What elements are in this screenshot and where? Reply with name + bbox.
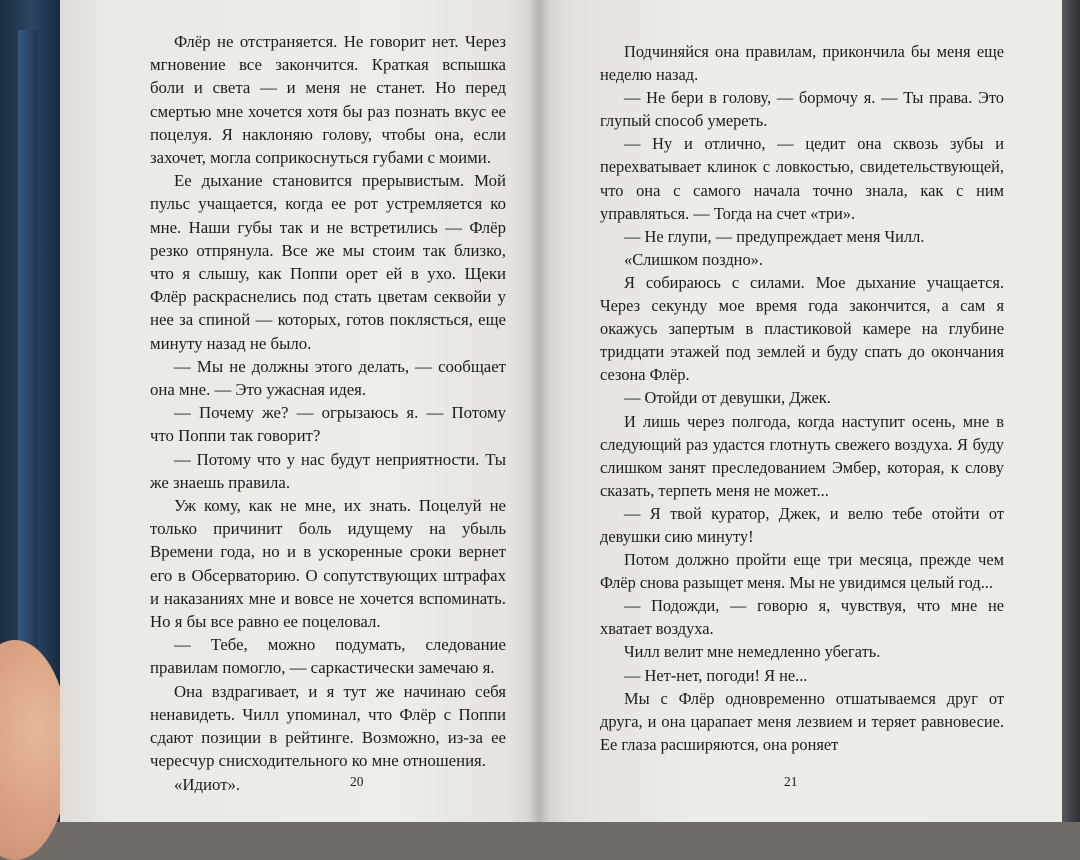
book-gutter (528, 0, 550, 822)
right-paragraph: — Я твой куратор, Джек, и велю тебе отойти от девушки сию минуту! (600, 503, 1004, 546)
right-paragraph: — Не бери в голову, — бормочу я. — Ты права. Это глупый способ умереть. (600, 88, 1004, 131)
left-paragraph: — Мы не должны этого делать, — сообщает она мне. — Это ужасная идея. (150, 356, 506, 400)
left-paragraph: — Почему же? — огрызаюсь я. — Потому что Поппи так говорит? (150, 403, 506, 446)
book-cover-right (1062, 0, 1080, 822)
right-paragraph: И лишь через полгода, когда наступит осень, мне в следующий раз удастся глотнуть свежего воздуха. Я буду слишком занят преследованием Эмбер, которая, к слову сказать, терпеть меня не может... (600, 411, 1004, 500)
right-paragraph: Чилл велит мне немедленно убегать. (624, 642, 881, 662)
left-page (60, 0, 538, 822)
right-paragraph: Потом должно пройти еще три месяца, прежде чем Флёр снова разыщет меня. Мы не увидимся целый год... (600, 550, 1004, 593)
page-number-right: 21 (784, 774, 798, 789)
left-paragraph: Она вздрагивает, и я тут же начинаю себя ненавидеть. Чилл упоминал, что Флёр с Поппи сдают позиции в рейтинге. Возможно, из-за ее чересчур снисходительного ко мне отношения. (150, 681, 506, 771)
left-paragraph: — Тебе, можно подумать, следование правилам помогло, — саркастически замечаю я. (150, 635, 506, 678)
right-page-text (600, 40, 1004, 756)
right-paragraph: «Слишком поздно». (624, 249, 763, 269)
right-paragraph: — Не глупи, — предупреждает меня Чилл. (624, 226, 925, 246)
page-number-left: 20 (350, 774, 364, 789)
left-paragraph: «Идиот». (174, 774, 241, 794)
right-paragraph: Мы с Флёр одновременно отшатываемся друг от друга, и она царапает меня лезвием и теряет равновесие. Ее глаза расширяются, она роняет (600, 688, 1004, 754)
right-paragraph: — Подожди, — говорю я, чувствуя, что мне не хватает воздуха. (600, 596, 1004, 639)
right-paragraph: — Нет-нет, погоди! Я не... (624, 665, 808, 685)
right-page (538, 0, 1064, 822)
left-paragraph: Флёр не отстраняется. Не говорит нет. Через мгновение все закончится. Краткая вспышка боли и света — и меня не станет. Но перед смертью мне хочется хотя бы раз познать вкус ее поцелуя. Я наклоняю голову, чтобы она, если захочет, могла соприкоснуться губами с моими. (150, 32, 506, 168)
right-paragraph: Подчиняйся она правилам, прикончила бы меня еще неделю назад. (600, 42, 1004, 85)
left-page-text (150, 30, 506, 796)
right-paragraph: — Ну и отлично, — цедит она сквозь зубы и перехватывает клинок с ловкостью, свидетельствующей, что она с самого начала точно знала, как с ним управляться. — Тогда на счет «три». (600, 134, 1004, 223)
right-paragraph: — Отойди от девушки, Джек. (624, 388, 831, 408)
left-paragraph: Уж кому, как не мне, их знать. Поцелуй не только причинит боль идущему на убыль Времени года, но и в ускоренные сроки вернет его в Обсерваторию. О сопутствующих штрафах и наказаниях мне и вовсе не хочется вспоминать. Но я бы все равно ее поцеловал. (150, 496, 506, 632)
right-paragraph: Я собираюсь с силами. Мое дыхание учащается. Через секунду мое время года закончится, а сам я окажусь запертым в пластиковой камере на глубине тридцати этажей под землей и буду спать до окончания сезона Флёр. (600, 272, 1004, 385)
left-paragraph: Ее дыхание становится прерывистым. Мой пульс учащается, когда ее рот устремляется ко мне. Наши губы так и не встретились — Флёр резко отпрянула. Все же мы стоим так близко, что я слышу, как Поппи орет ей в ухо. Щеки Флёр раскраснелись под стать цветам секвойи у нее за спиной — которых, готов поклясться, еще минуту назад не было. (150, 171, 506, 353)
left-paragraph: — Потому что у нас будут неприятности. Ты же знаешь правила. (150, 449, 506, 492)
